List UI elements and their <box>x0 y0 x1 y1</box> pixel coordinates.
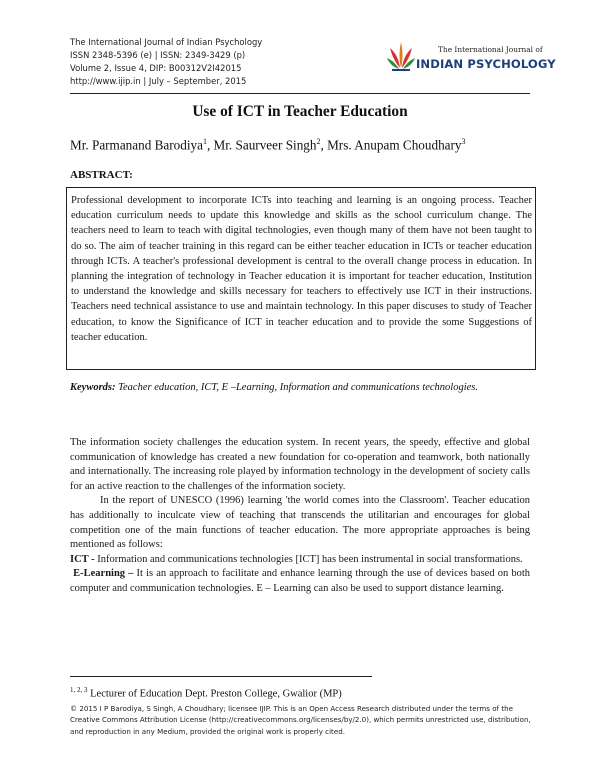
journal-issn: ISSN 2348-5396 (e) | ISSN: 2349-3429 (p) <box>70 50 246 60</box>
footnote-text: Lecturer of Education Dept. Preston College, Gwalior (MP) <box>87 688 342 700</box>
footnote <box>70 686 342 700</box>
license-text: © 2015 I P Barodiya, S Singh, A Choudhary; licensee IJIP. This is an Open Access Research distributed under the terms of the Creative Commons Attribution License (http://creativecommons.org/licenses/by/2.0), which permits unrestricted use, distribution, and reproduction in any Medium, provided the original work is properly cited. <box>70 704 531 736</box>
keywords-label: Keywords: <box>70 382 116 393</box>
journal-volume: Volume 2, Issue 4, DIP: B00312V2I42015 <box>70 63 242 73</box>
logo-title: INDIAN PSYCHOLOGY <box>416 57 556 71</box>
elearning-term: E-Learning – <box>73 568 134 580</box>
author-3-affiliation: 3 <box>461 137 466 146</box>
ict-text: Information and communications technologies [ICT] has been instrumental in social transformations. <box>94 553 523 565</box>
author-separator: , <box>320 137 328 153</box>
ict-definition <box>70 553 530 568</box>
abstract-box <box>66 187 536 370</box>
abstract-heading: ABSTRACT: <box>70 169 133 181</box>
journal-logo <box>386 36 556 76</box>
author-3: Mrs. Anupam Choudhary <box>327 137 462 153</box>
author-1: Mr. Parmanand Barodiya <box>70 137 203 153</box>
author-2-affiliation: 2 <box>316 137 321 146</box>
abstract-text: Professional development to incorporate ICTs into teaching and learning is an ongoing process. Teacher education curriculum needs to update this knowledge and skills as the school curriculum change. The teachers need to learn to teach with digital technologies, even though many of them have not been taught to do so. The aim of teacher training in this regard can be either teacher education in ICTs or teacher education through ICTs. A teacher's professional development is central to the overall change process in education. In planning the integration of technology in Teacher education it is important for teacher education, Institution to understand the knowledge and skills necessary for teachers to effectively use ICT in their instructions. Teachers need technical assistance to use and maintain technology. In this paper discuses to study of Teacher education, to know the Significance of ICT in teacher education and to provide the some Suggestions of teacher education. <box>71 195 532 343</box>
author-list <box>70 137 540 153</box>
footnote-marker: 1, 2, 3 <box>70 686 88 694</box>
paper-title: Use of ICT in Teacher Education <box>192 103 408 120</box>
keywords <box>70 378 490 398</box>
body-paragraph-2: In the report of UNESCO (1996) learning 'the world comes into the Classroom'. Teacher education has additionally to inculcate view of teaching that transcends the utilitarian and encourages for global competition one of the main functions of teacher education. The more appropriate approaches is being mentioned as follows: <box>70 495 530 551</box>
body-text <box>70 436 530 597</box>
logo-subtitle: The International Journal of <box>438 45 543 54</box>
author-separator: , <box>206 137 214 153</box>
body-paragraph-1: The information society challenges the education system. In recent years, the speedy, effective and global communication of knowledge has created a new foundation for co-operation and teamwork, both nationally and internationally. The increasing role played by information technology in the development of society calls for an active reaction to the challenges of the information society. <box>70 437 530 492</box>
journal-url-date[interactable]: http://www.ijip.in | July – September, 2015 <box>70 76 247 86</box>
ict-term: ICT - <box>70 553 95 565</box>
keywords-text: Teacher education, ICT, E –Learning, Information and communications technologies. <box>115 382 479 393</box>
journal-header-info <box>70 36 370 88</box>
lotus-logo-icon <box>386 38 416 72</box>
author-2: Mr. Saurveer Singh <box>213 137 317 153</box>
header-divider <box>70 93 530 94</box>
footnote-divider <box>70 676 372 677</box>
elearning-text: It is an approach to facilitate and enhance learning through the use of devices based on both computer and communication technologies. E – Learning can also be used to support distance learning. <box>70 568 530 594</box>
journal-name: The International Journal of Indian Psychology <box>70 37 263 47</box>
author-1-affiliation: 1 <box>202 137 207 146</box>
elearning-definition <box>70 567 530 596</box>
